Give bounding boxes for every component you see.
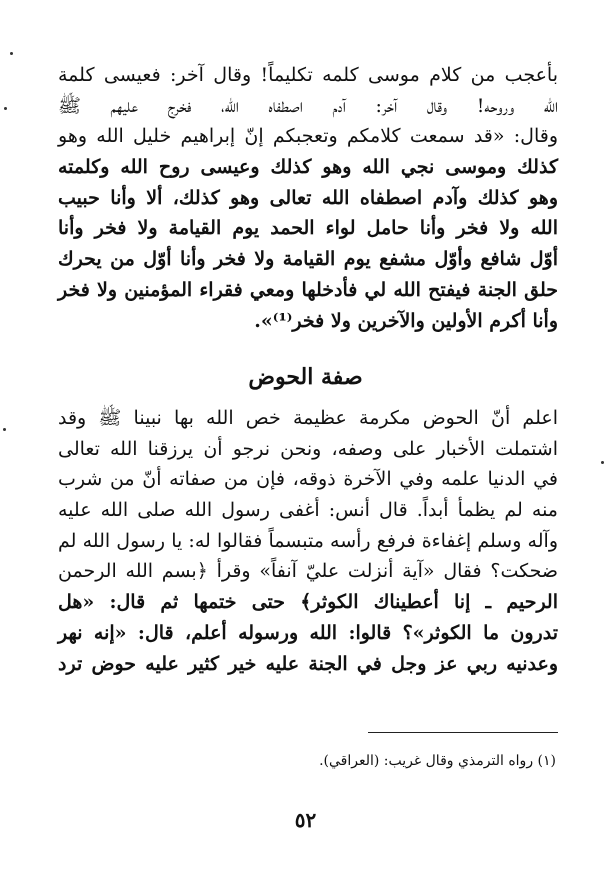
text-line: وقال: «قد سمعت كلامكم وتعجبكم إنّ إبراهيم خليل الله وهو bbox=[58, 125, 558, 148]
text-line: وعدنيه ربي عز وجل في الجنة عليه خير كثير عليه حوض ترد bbox=[58, 652, 558, 675]
text-line: الله ولا فخر وأنا حامل لواء الحمد يوم القيامة ولا فخر وأنا bbox=[58, 217, 558, 240]
text-line: في الدنيا علمه وفي الآخرة ذوقه، فإن من صفاته أنّ من شرب bbox=[58, 468, 558, 491]
margin-mark bbox=[3, 428, 6, 431]
text-line: اعلم أنّ الحوض مكرمة عظيمة خص الله بها نبينا ﷺ وقد bbox=[58, 407, 558, 429]
text-line: منه لم يظمأ أبداً. قال أنس: أغفى رسول الله صلى الله عليه bbox=[58, 499, 558, 522]
text-line: الرحيم ـ إنا أعطيناك الكوثر﴾ حتى ختمها ثم قال: «هل bbox=[58, 591, 558, 614]
text-line: ضحكت؟ فقال «آية أنزلت عليّ آنفاً» وقرأ ﴿بسم الله الرحمن bbox=[58, 560, 558, 583]
paragraph-2 bbox=[58, 403, 558, 679]
footnote-separator bbox=[368, 732, 558, 733]
text-line: أوّل شافع وأوّل مشفع يوم القيامة ولا فخر وأنا أوّل من يحرك bbox=[58, 248, 558, 271]
paragraph-1 bbox=[58, 60, 558, 336]
text-line: حلق الجنة فيفتح الله لي فأدخلها ومعي فقراء المؤمنين ولا فخر bbox=[58, 278, 558, 301]
text-line: وأنا أكرم الأولين والآخرين ولا فخر⁽¹⁾». bbox=[254, 309, 558, 332]
margin-mark bbox=[601, 461, 604, 464]
text-line: تدرون ما الكوثر»؟ قالوا: الله ورسوله أعلم، قال: «إنه نهر bbox=[58, 621, 558, 644]
text-line: اشتملت الأخبار على وصفه، ونحن نرجو أن يرزقنا الله تعالى bbox=[58, 437, 558, 460]
text-line: وآله وسلم إغفاءة فرفع رأسه متبسماً فقالوا له: يا رسول الله لم bbox=[58, 529, 558, 552]
text-line: وهو كذلك وآدم اصطفاه الله تعالى وهو كذلك، ألا وأنا حبيب bbox=[58, 186, 558, 209]
text-line: الله وروحه! وقال آخر: آدم اصطفاه الله، فخرج عليهم ﷺ bbox=[58, 94, 558, 117]
text-line: كذلك وموسى نجي الله وهو كذلك وعيسى روح الله وكلمته bbox=[58, 156, 558, 179]
text-line: بأعجب من كلام موسى كلمه تكليماً! وقال آخر: فعيسى كلمة bbox=[58, 64, 558, 86]
page-number: ٥٢ bbox=[294, 808, 317, 832]
section-heading: صفة الحوض bbox=[248, 364, 363, 390]
footnote: (١) رواه الترمذي وقال غريب: (العراقي). bbox=[319, 753, 556, 769]
margin-mark bbox=[10, 52, 13, 55]
margin-mark bbox=[4, 107, 7, 110]
